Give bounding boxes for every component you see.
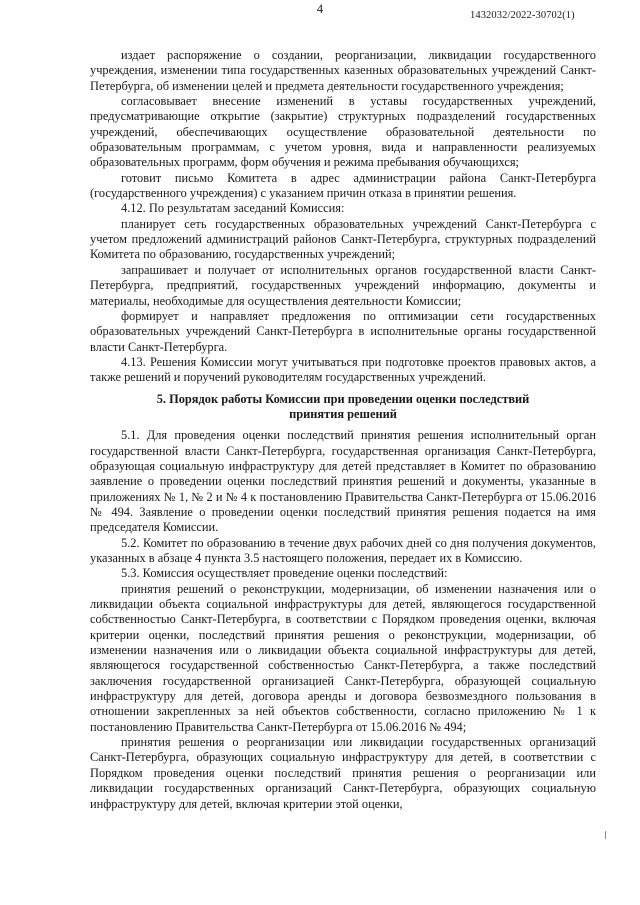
paragraph: согласовывает внесение изменений в уставы государственных учреждений, предусматривающие открытие (закрытие) структурных подразделений государственных учреждений, обеспечивающих осуществление образовательной деятельности по образовательным программам, с учетом уровня, вида и направленности реализуемых образовательных программ, форм обучения и режима пребывания обучающихся; <box>90 94 596 170</box>
paragraph: принятия решений о реконструкции, модернизации, об изменении назначения или о ликвидации объекта социальной инфраструктуры для детей, являющегося государственной собственностью Санкт-Петербурга, в соответствии с Порядком проведения оценки, включая критерии оценки, последствий принятия решения о реконструкции, модернизации, об изменении назначения или о ликвидации объекта социальной инфраструктуры для детей, являющегося государственной собственностью Санкт-Петербурга, а также последствий заключения государственной организацией Санкт-Петербурга, образующей социальную инфраструктуру для детей, договора аренды и договора безвозмездного пользования в отношении закрепленных за ней объектов собственности, согласно приложению № 1 к постановлению Правительства Санкт-Петербурга от 15.06.2016 № 494; <box>90 581 596 734</box>
paragraph: планирует сеть государственных образовательных учреждений Санкт-Петербурга с учетом предложений администраций районов Санкт-Петербурга, структурных подразделений Комитета по образованию, государственных учреждений; <box>90 216 596 262</box>
paragraph: 5.1. Для проведения оценки последствий принятия решения исполнительный орган государственной власти Санкт-Петербурга, государственная организация Санкт-Петербурга, образующая социальную инфраструктуру для детей представляет в Комитет по образованию заявление о проведении оценки последствий принятия решений и документы, указанные в приложениях № 1, № 2 и № 4 к постановлению Правительства Санкт-Петербурга от 15.06.2016 № 494. Заявление о проведении оценки последствий принятия решения подается на имя председателя Комиссии. <box>90 428 596 535</box>
paragraph: готовит письмо Комитета в адрес администрации района Санкт-Петербурга (государственного учреждения) с указанием причин отказа в принятии решения. <box>90 170 596 201</box>
paragraph: издает распоряжение о создании, реорганизации, ликвидации государственного учреждения, изменении типа государственных казенных образовательных учреждений Санкт-Петербурга, об изменении целей и предмета деятельности государственного учреждения; <box>90 48 596 93</box>
page-number: 4 <box>316 2 324 16</box>
document-body <box>90 48 596 812</box>
scan-mark <box>605 831 609 839</box>
section-heading: 5. Порядок работы Комиссии при проведении оценки последствий принятия решений <box>156 391 530 421</box>
paragraph: 4.12. По результатам заседаний Комиссия: <box>121 201 345 216</box>
paragraph: запрашивает и получает от исполнительных органов государственной власти Санкт-Петербурга, предприятий, государственных учреждений информацию, документы и материалы, необходимые для осуществления деятельности Комиссии; <box>90 262 596 308</box>
paragraph: 5.3. Комиссия осуществляет проведение оценки последствий: <box>121 566 448 581</box>
paragraph: 5.2. Комитет по образованию в течение двух рабочих дней со дня получения документов, указанных в абзаце 4 пункта 3.5 настоящего положения, передает их в Комиссию. <box>90 535 596 565</box>
paragraph: 4.13. Решения Комиссии могут учитываться при подготовке проектов правовых актов, а также решений и поручений руководителям государственных учреждений. <box>90 354 596 385</box>
paragraph: формирует и направляет предложения по оптимизации сети государственных образовательных учреждений Санкт-Петербурга в исполнительные органы государственной власти Санкт-Петербурга. <box>90 308 596 354</box>
document-id: 1432032/2022-30702(1) <box>470 10 575 21</box>
paragraph: принятия решения о реорганизации или ликвидации государственных организаций Санкт-Петербурга, образующих социальную инфраструктуру для детей, в соответствии с Порядком проведения оценки последствий принятия решения о реорганизации или ликвидации государственных организаций Санкт-Петербурга, образующих социальную инфраструктуру для детей, включая критерии этой оценки, <box>90 735 596 811</box>
